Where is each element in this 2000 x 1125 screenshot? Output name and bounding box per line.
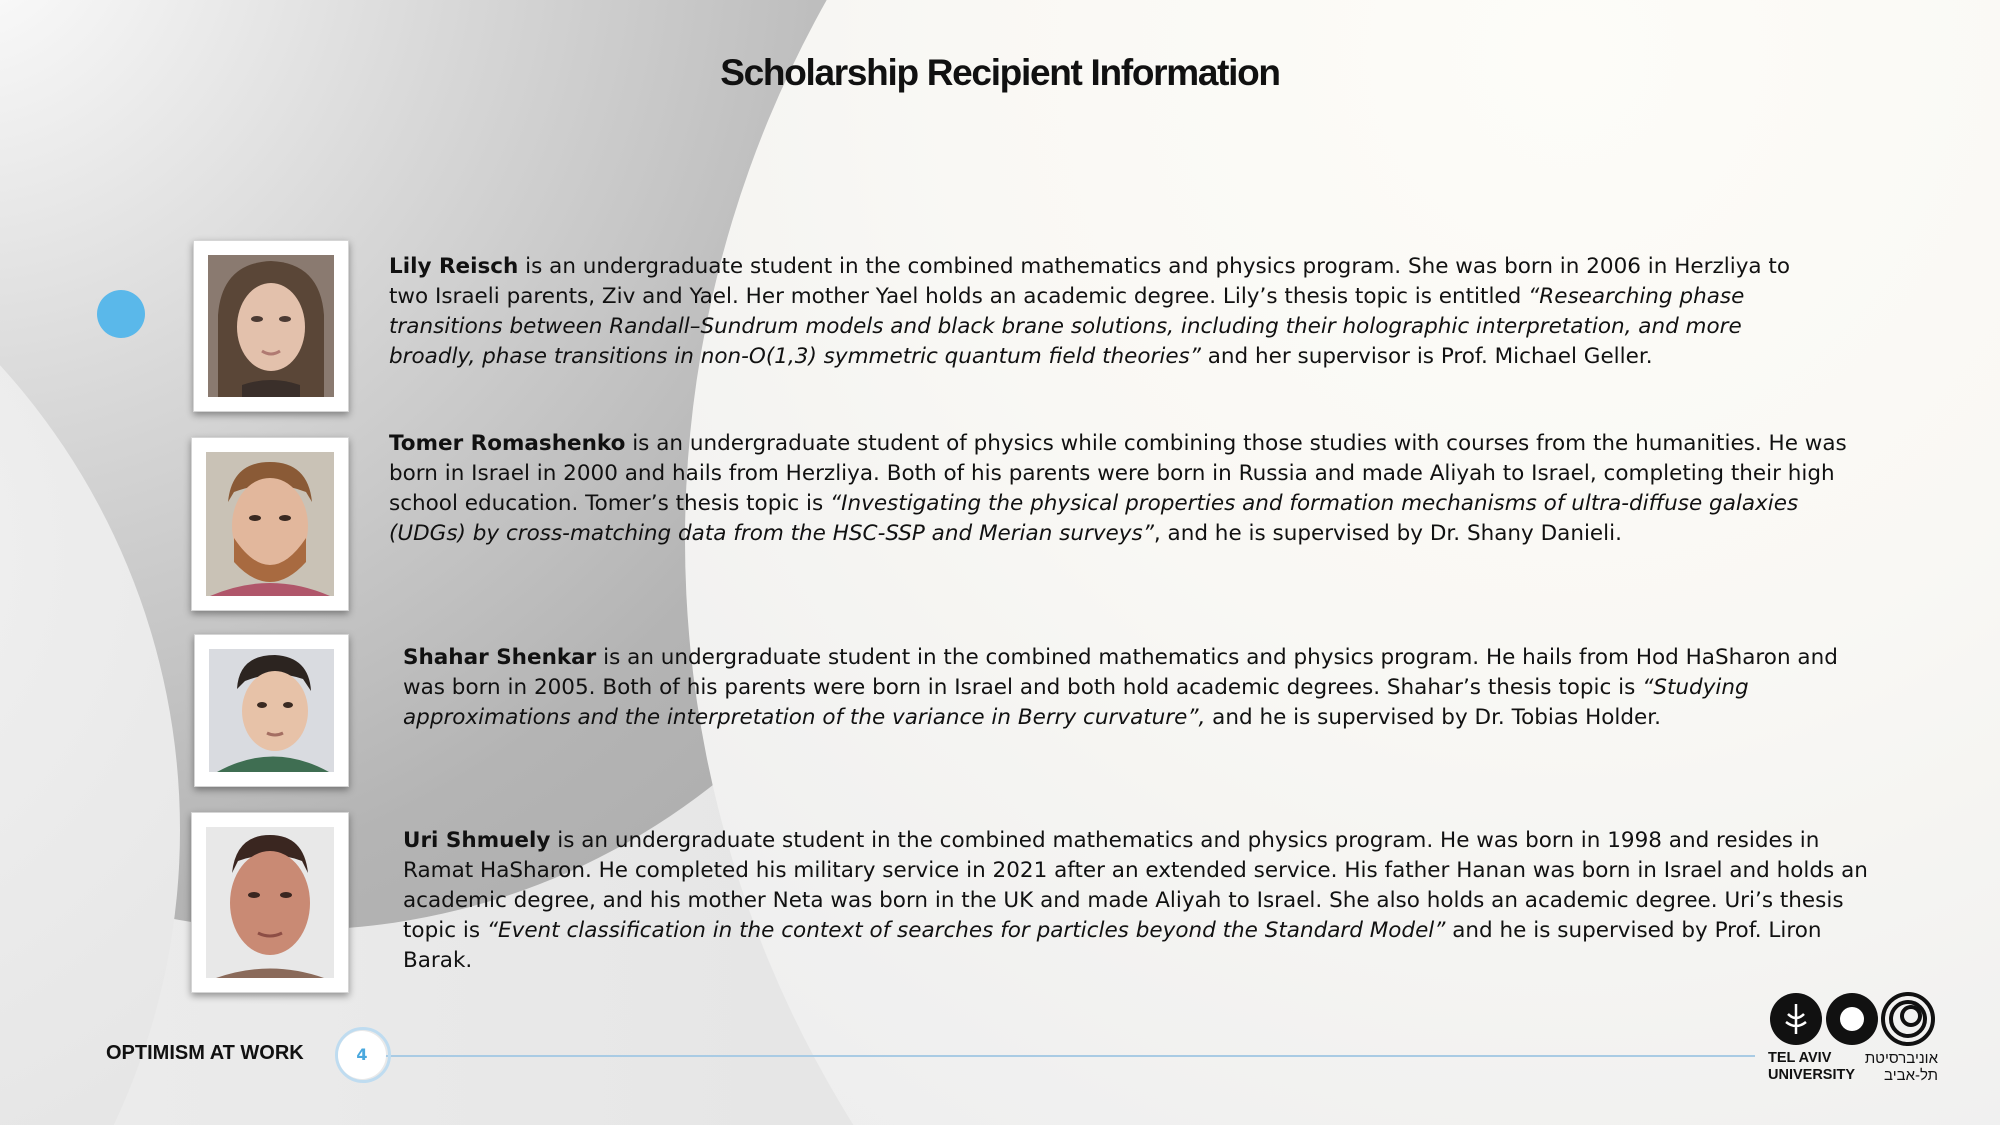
recipient-name: Lily Reisch [389,254,519,279]
recipient-name: Shahar Shenkar [403,645,597,670]
logo-line: אוניברסיטת [1864,1050,1938,1067]
photo-shahar-shenkar [194,634,349,787]
bio-text: , and he is supervised by Dr. Shany Danieli. [1153,521,1622,546]
page-number: 4 [338,1031,386,1079]
bio-shahar-shenkar [403,643,1863,733]
thesis-title: “Event classification in the context of searches for particles beyond the Standard Model” [486,918,1446,943]
bio-lily-reisch [389,252,1829,372]
thesis-title: “Studying approximations and the interpretation of the variance in Berry curvature”, [403,675,1749,730]
accent-dot [97,290,145,338]
logo-line: UNIVERSITY [1768,1067,1856,1083]
bio-tomer-romashenko [389,429,1849,549]
photo-lily-reisch [193,240,349,412]
slide-title: Scholarship Recipient Information [720,52,1280,93]
thesis-title: “Investigating the physical properties and formation mechanisms of ultra-diffuse galaxies (UDGs) by cross-matching data from the HSC-SSP and Merian surveys” [389,491,1799,546]
portrait-icon [206,452,334,596]
recipient-name: Uri Shmuely [403,828,551,853]
bio-uri-shmuely [403,826,1873,976]
bio-text: is an undergraduate student in the combined mathematics and physics program. He was born in 1998 and resides in Ramat HaSharon. He completed his military service in 2021 after an extended service. His father Hanan was born in Israel and holds an academic degree, and his mother Neta was born in the UK and made Aliyah to Israel. She also holds an academic degree. Uri’s thesis topic is [403,828,1868,943]
bio-text: and her supervisor is Prof. Michael Geller. [1200,344,1653,369]
thesis-title: “Researching phase transitions between Randall–Sundrum models and black brane solutions, including their holographic interpretation, and more broadly, phase transitions in non-O(1,3) symmetric quantum field theories” [389,284,1745,369]
tel-aviv-university-logo [1768,990,1938,1090]
bio-text: and he is supervised by Dr. Tobias Holder. [1205,705,1661,730]
logo-english-text [1768,1050,1855,1084]
bio-text: and he is supervised by Prof. Liron Barak. [403,918,1822,973]
photo-uri-shmuely [191,812,349,993]
university-emblem-icon [1768,990,1938,1048]
portrait-icon [208,255,334,397]
footer-label: OPTIMISM AT WORK [106,1042,304,1064]
logo-line: TEL AVIV [1768,1050,1832,1066]
bio-text: is an undergraduate student of physics while combining those studies with courses from the humanities. He was born in Israel in 2000 and hails from Herzliya. Both of his parents were born in Russia and made Aliyah to Israel, completing their high school education. Tomer’s thesis topic is [389,431,1847,516]
portrait-icon [206,827,334,978]
photo-tomer-romashenko [191,437,349,611]
portrait-icon [209,649,334,772]
logo-hebrew-text [1848,1050,1938,1084]
bio-text: is an undergraduate student in the combined mathematics and physics program. He hails from Hod HaSharon and was born in 2005. Both of his parents were born in Israel and both hold academic degrees. Shahar’s thesis topic is [403,645,1838,700]
bio-text: is an undergraduate student in the combined mathematics and physics program. She was born in 2006 in Herzliya to two Israeli parents, Ziv and Yael. Her mother Yael holds an academic degree. Lily’s thesis topic is entitled [389,254,1791,309]
recipient-name: Tomer Romashenko [389,431,626,456]
logo-line: תל‑אביב [1884,1067,1938,1084]
footer-divider [385,1055,1755,1057]
